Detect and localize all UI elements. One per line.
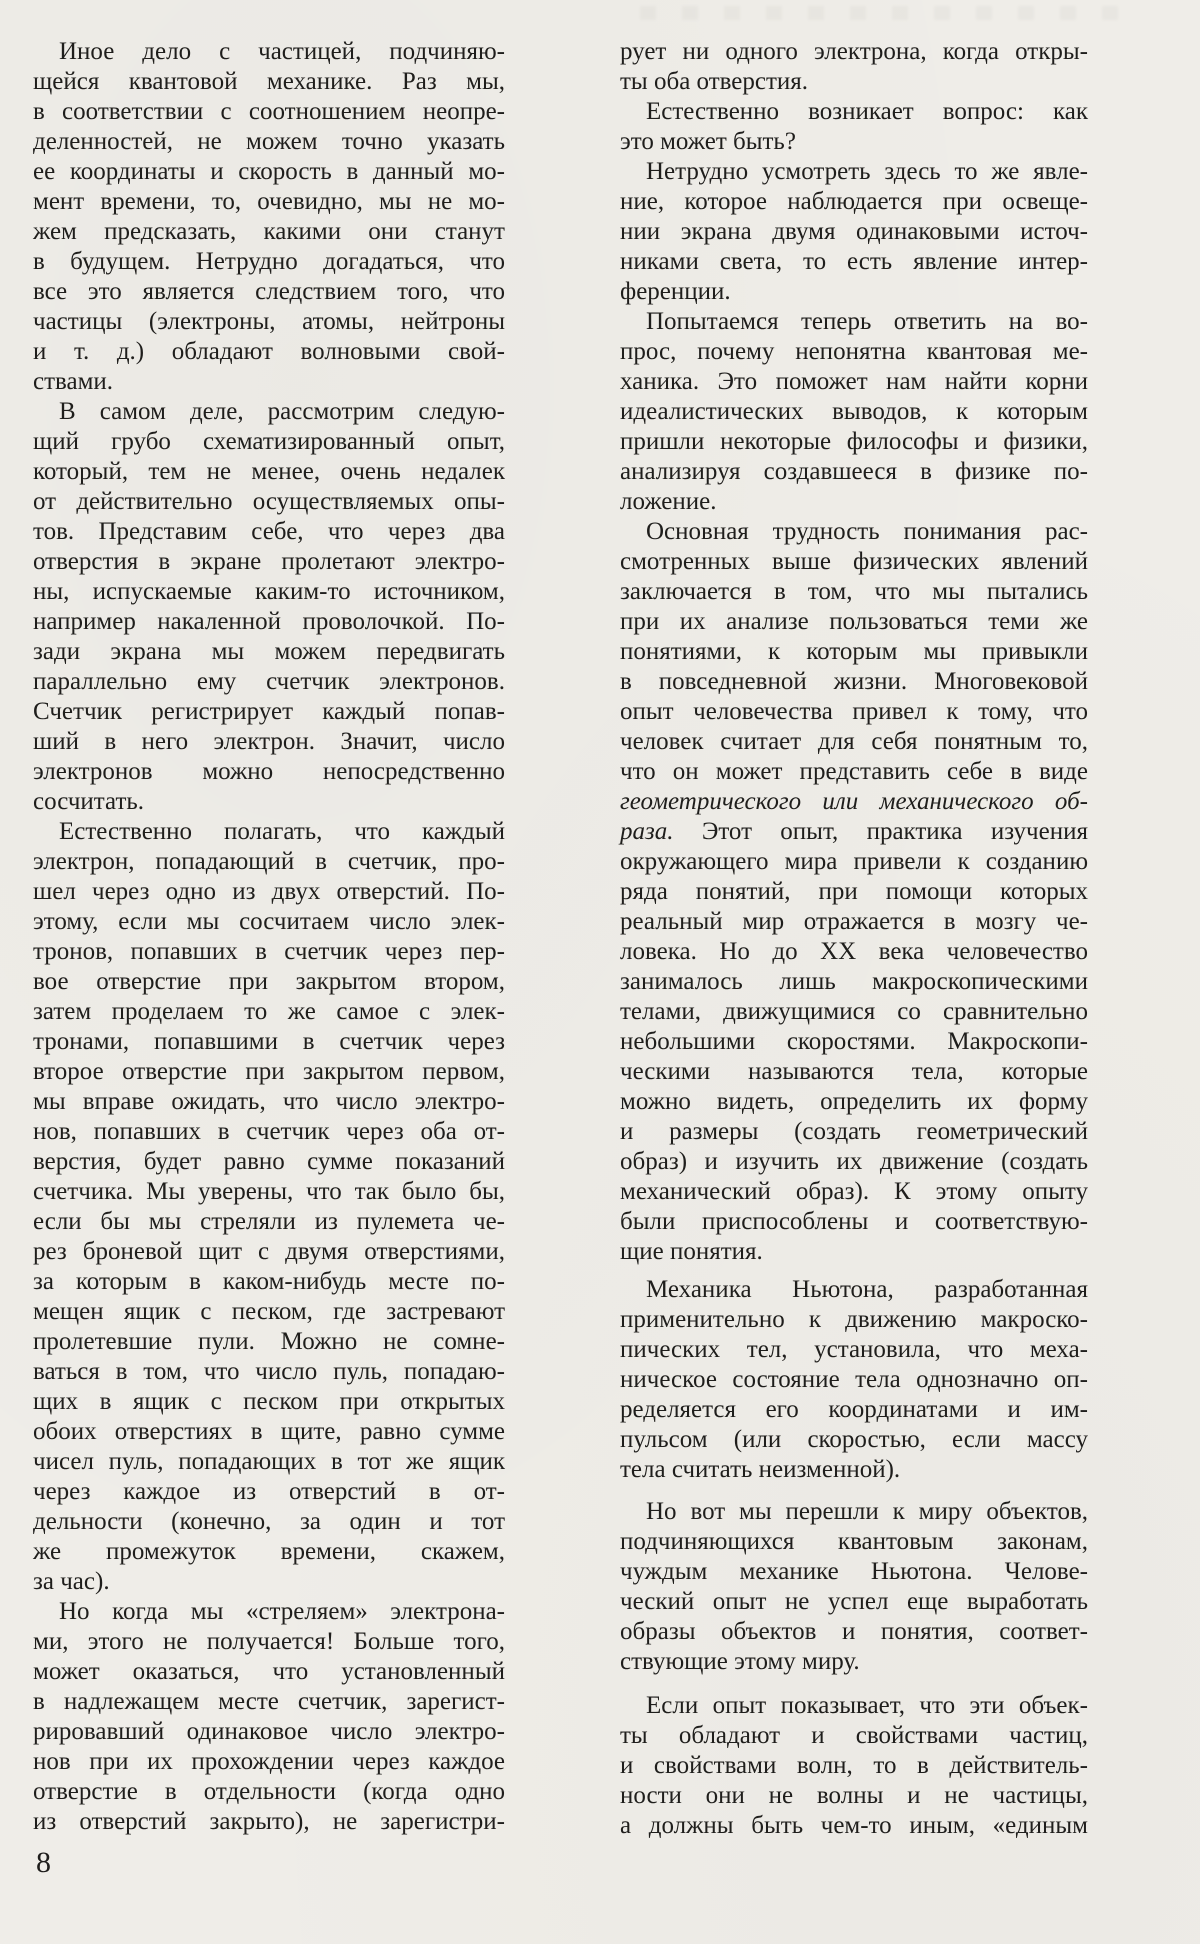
text-line: например накаленной проволочкой. По- [33,608,505,635]
text-line: через каждое из отверстий в от- [33,1478,505,1505]
text-line: ние, которое наблюдается при освеще- [620,188,1088,215]
text-line: мент времени, то, очевидно, мы не мо- [33,188,505,215]
text-line: Если опыт показывает, что эти объек- [646,1692,1088,1719]
text-line: же промежуток времени, скажем, [33,1538,505,1565]
text-line: электронов можно непосредственно [33,758,505,785]
text-line: занималось лишь макроскопическими [620,968,1088,995]
text-line: деленностей, не можем точно указать [33,128,505,155]
text-line: жем предсказать, какими они станут [33,218,505,245]
text-line: Естественно возникает вопрос: как [646,98,1088,125]
scan-artifact [640,6,1140,20]
text-line: В самом деле, рассмотрим следую- [59,398,505,425]
paragraph [620,307,1088,517]
text-line: опыт человечества привел к тому, что [620,698,1088,725]
text-line: ческий опыт не успел еще выработать [620,1588,1088,1615]
text-line: Но когда мы «стреляем» электрона- [59,1598,505,1625]
text-line: за час). [33,1568,110,1595]
text-line: и свойствами волн, то в действитель- [620,1752,1088,1779]
text-line: никами света, то есть явление интер- [620,248,1088,275]
text-line: ший в него электрон. Значит, число [33,728,505,755]
text-line: шел через одно из двух отверстий. По- [33,878,505,905]
text-line: пришли некоторые философы и физики, [620,428,1088,455]
text-line: ложение. [620,488,717,515]
italic-text: раза. [620,818,674,845]
paragraph [33,397,505,817]
text-line: нов, попавших в счетчик через оба от- [33,1118,505,1145]
text-line: сосчитать. [33,788,145,815]
text-line: Счетчик регистрирует каждый попав- [33,698,505,725]
text-line: ловека. Но до XX века человечество [620,938,1088,965]
text-line: мещен ящик с песком, где застревают [33,1298,505,1325]
text-line: верстия, будет равно сумме показаний [33,1148,505,1175]
text-line: ми, этого не получается! Больше того, [33,1628,505,1655]
text-line: прос, почему непонятна квантовая ме- [620,338,1088,365]
paragraph [33,37,505,397]
text-line: ее координаты и скорость в данный мо- [33,158,505,185]
text-line: затем проделаем то же самое с элек- [33,998,505,1025]
text-line: чисел пуль, попадающих в тот же ящик [33,1448,505,1475]
text-line: тела считать неизменной). [620,1456,901,1483]
text-line: образы объектов и понятия, соответ- [620,1618,1088,1645]
paragraph [620,1275,1088,1485]
text-line: щий грубо схематизированный опыт, [33,428,505,455]
text-line: ническое состояние тела однозначно оп- [620,1366,1088,1393]
paragraph [620,37,1088,97]
text-line: ваться в том, что число пуль, попадаю- [33,1358,505,1385]
text-line: можно видеть, определить их форму [620,1088,1088,1115]
text-line: дельности (конечно, за один и тот [33,1508,505,1535]
text-line: из отверстий закрыто), не зарегистри- [33,1808,505,1835]
paragraph [620,517,1088,1267]
text-line: ты обладают и свойствами частиц, [620,1722,1088,1749]
text-line: рез броневой щит с двумя отверстиями, [33,1238,505,1265]
text-line: который, тем не менее, очень недалек [33,458,505,485]
italic-text: геометрического или механического об- [620,788,1088,815]
text-line: ствами. [33,368,114,395]
text-line: при их анализе пользоваться теми же [620,608,1088,635]
text-line: ствующие этому миру. [620,1648,860,1675]
text-line: параллельно ему счетчик электронов. [33,668,505,695]
text-line: если бы мы стреляли из пулемета че- [33,1208,505,1235]
text-line: щих в ящик с песком при открытых [33,1388,505,1415]
text-line: были приспособлены и соответствую- [620,1208,1088,1235]
regular-text: Этот опыт, практика изучения [673,818,1088,845]
text-line: в будущем. Нетрудно догадаться, что [33,248,505,275]
text-line: рировавший одинаковое число электро- [33,1718,505,1745]
text-line: ческими называются тела, которые [620,1058,1088,1085]
text-line: а должны быть чем-то иным, «единым [620,1812,1088,1839]
text-line: Попытаемся теперь ответить на во- [646,308,1088,335]
text-line: от действительно осуществляемых опы- [33,488,505,515]
text-line: вое отверстие при закрытом втором, [33,968,505,995]
text-line: ределяется его координатами и им- [620,1396,1088,1423]
text-line: зади экрана мы можем передвигать [33,638,505,665]
text-line: заключается в том, что мы пытались [620,578,1088,605]
text-line: человек считает для себя понятным то, [620,728,1088,755]
text-line: обоих отверстиях в щите, равно сумме [33,1418,505,1445]
text-line: Но вот мы перешли к миру объектов, [646,1498,1088,1525]
text-line: нов при их прохождении через каждое [33,1748,505,1775]
page-number: 8 [36,1846,51,1879]
text-line: все это является следствием того, что [33,278,505,305]
text-line: небольшими скоростями. Макроскопи- [620,1028,1088,1055]
paragraph [620,1497,1088,1677]
paragraph [33,1597,505,1837]
text-line: пролетевшие пули. Можно не сомне- [33,1328,505,1355]
text-line: механический образ). К этому опыту [620,1178,1088,1205]
text-line: Иное дело с частицей, подчиняю- [59,38,505,65]
paragraph [33,817,505,1597]
text-line: реальный мир отражается в мозгу че- [620,908,1088,935]
text-line: электрон, попадающий в счетчик, про- [33,848,505,875]
text-line: тронами, попавшими в счетчик через [33,1028,505,1055]
paragraph [620,1691,1088,1841]
paragraph [620,97,1088,157]
text-line: Нетрудно усмотреть здесь то же явле- [646,158,1088,185]
text-line: нии экрана двумя одинаковыми источ- [620,218,1088,245]
text-line: Естественно полагать, что каждый [59,818,505,845]
left-column [33,37,505,1837]
text-line [620,787,1088,817]
text-line: ны, испускаемые каким-то источником, [33,578,505,605]
text-line: мы вправе ожидать, что число электро- [33,1088,505,1115]
text-line: ты оба отверстия. [620,68,809,95]
text-line: может оказаться, что установленный [33,1658,505,1685]
text-line: смотренных выше физических явлений [620,548,1088,575]
text-line: тронов, попавших в счетчик через пер- [33,938,505,965]
text-line: второе отверстие при закрытом первом, [33,1058,505,1085]
text-line: Основная трудность понимания рас- [646,518,1088,545]
text-line: пульсом (или скоростью, если массу [620,1426,1088,1453]
text-line: за которым в каком-нибудь месте по- [33,1268,505,1295]
text-line: понятиями, к которым мы привыкли [620,638,1088,665]
text-line: этому, если мы сосчитаем число элек- [33,908,505,935]
text-line: частицы (электроны, атомы, нейтроны [33,308,505,335]
text-line: ференции. [620,278,731,305]
text-line: счетчика. Мы уверены, что так было бы, [33,1178,505,1205]
text-line: в надлежащем месте счетчик, зарегист- [33,1688,505,1715]
text-line: тов. Представим себе, что через два [33,518,505,545]
text-line: и размеры (создать геометрический [620,1118,1088,1145]
text-line: в повседневной жизни. Многовековой [620,668,1088,695]
text-line: что он может представить себе в виде [620,758,1088,785]
text-line: ханика. Это поможет нам найти корни [620,368,1088,395]
text-line: отверстие в отдельности (когда одно [33,1778,505,1805]
text-line: и т. д.) обладают волновыми свой- [33,338,505,365]
text-line: чуждым механике Ньютона. Челове- [620,1558,1088,1585]
text-line: образ) и изучить их движение (создать [620,1148,1088,1175]
text-line: в соответствии с соотношением неопре- [33,98,505,125]
text-line: телами, движущимися со сравнительно [620,998,1088,1025]
text-line: ряда понятий, при помощи которых [620,878,1088,905]
text-line: щие понятия. [620,1238,763,1265]
text-line: окружающего мира привели к созданию [620,848,1088,875]
right-column [620,37,1088,1841]
text-line: применительно к движению макроско- [620,1306,1088,1333]
text-line: подчиняющихся квантовым законам, [620,1528,1088,1555]
text-line: рует ни одного электрона, когда откры- [620,38,1088,65]
text-line: пических тел, установила, что меха- [620,1336,1088,1363]
text-line: идеалистических выводов, к которым [620,398,1088,425]
text-line: ности они не волны и не частицы, [620,1782,1088,1809]
paragraph [620,157,1088,307]
text-line: анализируя создавшееся в физике по- [620,458,1088,485]
text-line: отверстия в экране пролетают электро- [33,548,505,575]
text-line: щейся квантовой механике. Раз мы, [33,68,505,95]
text-line: это может быть? [620,128,796,155]
text-line [620,817,1088,847]
text-line: Механика Ньютона, разработанная [646,1276,1088,1303]
